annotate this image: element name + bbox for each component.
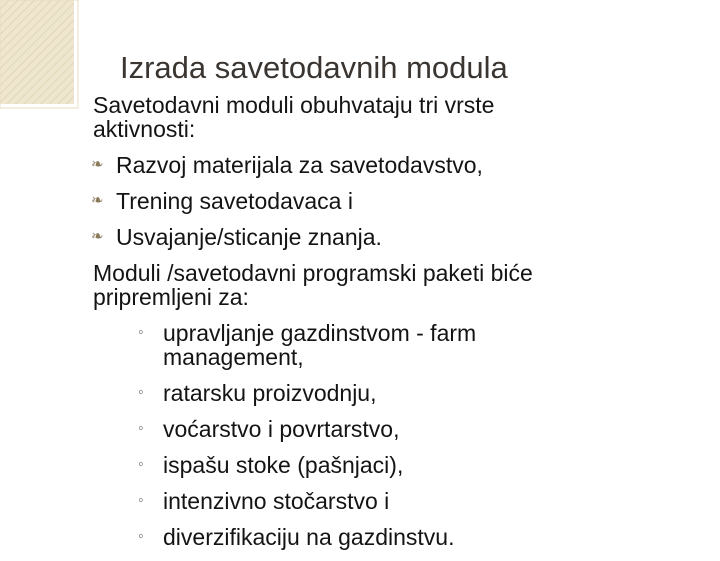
- small-circle-icon: ◦: [138, 528, 144, 545]
- activity-label: Razvoj materijala za savetodavstvo,: [116, 152, 483, 178]
- topic-label: diverzifikaciju na gazdinstvu.: [163, 524, 455, 550]
- small-circle-icon: ◦: [138, 456, 144, 473]
- modules-line: Moduli /savetodavni programski paketi biće: [93, 260, 533, 286]
- activity-item: [91, 153, 693, 177]
- corner-decoration: [0, 0, 84, 112]
- quote-swirl-icon: ❧: [91, 228, 104, 245]
- topic-label: voćarstvo i povrtarstvo,: [163, 416, 400, 442]
- topic-item: [138, 525, 693, 549]
- activity-item: [91, 225, 693, 249]
- quote-swirl-icon: ❧: [91, 156, 104, 173]
- activity-label: Usvajanje/sticanje znanja.: [116, 224, 382, 250]
- topic-item: [138, 321, 693, 369]
- topic-label: intenzivno stočarstvo i: [163, 488, 390, 514]
- topic-item: [138, 381, 693, 405]
- slide-body: [93, 93, 693, 561]
- modules-paragraph: [93, 261, 693, 309]
- activity-label: Trening savetodavaca i: [116, 188, 353, 214]
- topic-item: [138, 417, 693, 441]
- small-circle-icon: ◦: [138, 420, 144, 437]
- small-circle-icon: ◦: [138, 324, 144, 341]
- small-circle-icon: ◦: [138, 384, 144, 401]
- topic-label: ratarsku proizvodnju,: [163, 380, 377, 406]
- topic-label-continued: management,: [163, 344, 304, 370]
- intro-line: Savetodavni moduli obuhvataju tri vrste: [93, 92, 495, 118]
- topic-item: [138, 489, 693, 513]
- small-circle-icon: ◦: [138, 492, 144, 509]
- topic-item: [138, 453, 693, 477]
- intro-paragraph: [93, 93, 693, 141]
- topic-label: upravljanje gazdinstvom - farm: [163, 320, 477, 346]
- slide-title: Izrada savetodavnih modula: [120, 50, 508, 85]
- topic-label: ispašu stoke (pašnjaci),: [163, 452, 404, 478]
- quote-swirl-icon: ❧: [91, 192, 104, 209]
- activity-item: [91, 189, 693, 213]
- modules-line: pripremljeni za:: [93, 284, 249, 310]
- intro-line: aktivnosti:: [93, 116, 196, 142]
